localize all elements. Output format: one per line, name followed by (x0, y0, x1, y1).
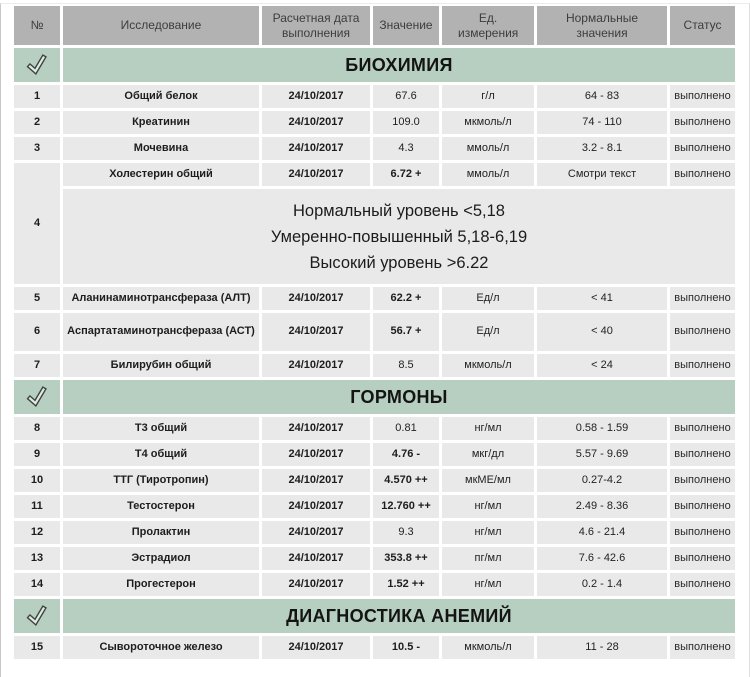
column-header-status: Статус (670, 6, 735, 45)
test-name: Креатинин (63, 111, 259, 134)
status-badge: выполнено (670, 636, 735, 659)
test-unit: Ед/л (442, 287, 534, 310)
table-row (14, 495, 735, 518)
test-unit: нг/мл (442, 417, 534, 440)
status-badge: выполнено (670, 163, 735, 186)
status-badge: выполнено (670, 495, 735, 518)
check-icon (14, 599, 60, 633)
normal-range: 0.27-4.2 (537, 469, 667, 492)
normal-range: 2.49 - 8.36 (537, 495, 667, 518)
column-header-test: Исследование (63, 6, 259, 45)
table-row (14, 443, 735, 466)
test-name: Эстрадиол (63, 547, 259, 570)
normal-range: 11 - 28 (537, 636, 667, 659)
section-title: БИОХИМИЯ (63, 48, 735, 82)
test-name: Мочевина (63, 137, 259, 160)
status-badge: выполнено (670, 111, 735, 134)
table-row (14, 163, 735, 186)
column-header-date: Расчетная дата выполнения (262, 6, 370, 45)
test-unit: г/л (442, 85, 534, 108)
section-title: ДИАГНОСТИКА АНЕМИЙ (63, 599, 735, 633)
table-row (14, 521, 735, 544)
status-badge: выполнено (670, 521, 735, 544)
test-date: 24/10/2017 (262, 495, 370, 518)
row-number: 12 (14, 521, 60, 544)
row-number: 8 (14, 417, 60, 440)
row-number: 11 (14, 495, 60, 518)
test-value: 109.0 (373, 111, 439, 134)
row-number: 6 (14, 313, 60, 351)
status-badge: выполнено (670, 85, 735, 108)
normal-range: < 24 (537, 354, 667, 377)
status-badge: выполнено (670, 573, 735, 596)
test-unit: ммоль/л (442, 137, 534, 160)
test-date: 24/10/2017 (262, 111, 370, 134)
row-number: 1 (14, 85, 60, 108)
status-badge: выполнено (670, 287, 735, 310)
table-row (14, 85, 735, 108)
check-icon (14, 48, 60, 82)
status-badge: выполнено (670, 469, 735, 492)
test-value: 8.5 (373, 354, 439, 377)
row-number: 3 (14, 137, 60, 160)
normal-range: 0.58 - 1.59 (537, 417, 667, 440)
section-row-anemia (14, 599, 735, 633)
status-badge: выполнено (670, 313, 735, 351)
test-unit: нг/мл (442, 573, 534, 596)
table-row (14, 111, 735, 134)
table-row (14, 137, 735, 160)
cholesterol-note (63, 189, 735, 284)
test-date: 24/10/2017 (262, 521, 370, 544)
test-name: ТТГ (Тиротропин) (63, 469, 259, 492)
test-date: 24/10/2017 (262, 85, 370, 108)
row-number: 13 (14, 547, 60, 570)
test-name: Тестостерон (63, 495, 259, 518)
test-value: 56.7 + (373, 313, 439, 351)
table-row (14, 287, 735, 310)
status-badge: выполнено (670, 417, 735, 440)
normal-range: 7.6 - 42.6 (537, 547, 667, 570)
column-header-unit: Ед. измерения (442, 6, 534, 45)
normal-range: 64 - 83 (537, 85, 667, 108)
status-badge: выполнено (670, 547, 735, 570)
test-unit: ммоль/л (442, 163, 534, 186)
table-header (14, 6, 735, 45)
note-line: Высокий уровень >6.22 (309, 253, 489, 272)
test-date: 24/10/2017 (262, 137, 370, 160)
note-row (14, 189, 735, 284)
section-row-hormones (14, 380, 735, 414)
test-unit: мкг/дл (442, 443, 534, 466)
test-value: 62.2 + (373, 287, 439, 310)
row-number: 15 (14, 636, 60, 659)
test-value: 353.8 ++ (373, 547, 439, 570)
note-line: Нормальный уровень <5,18 (292, 201, 505, 220)
normal-range: < 41 (537, 287, 667, 310)
test-name: Общий белок (63, 85, 259, 108)
table-row (14, 417, 735, 440)
column-header-value: Значение (373, 6, 439, 45)
row-number: 7 (14, 354, 60, 377)
row-number: 4 (14, 163, 60, 284)
row-number: 2 (14, 111, 60, 134)
status-badge: выполнено (670, 354, 735, 377)
test-unit: мкмоль/л (442, 111, 534, 134)
test-date: 24/10/2017 (262, 443, 370, 466)
test-value: 67.6 (373, 85, 439, 108)
test-value: 4.3 (373, 137, 439, 160)
test-date: 24/10/2017 (262, 163, 370, 186)
column-header-normal-range: Нормальные значения (537, 6, 667, 45)
test-value: 6.72 + (373, 163, 439, 186)
test-unit: мкМЕ/мл (442, 469, 534, 492)
section-row-biochemistry (14, 48, 735, 82)
row-number: 14 (14, 573, 60, 596)
table-row (14, 636, 735, 659)
column-header-number: № (14, 6, 60, 45)
normal-range: 5.57 - 9.69 (537, 443, 667, 466)
table-row (14, 354, 735, 377)
test-name: Аспартатаминотрансфераза (АСТ) (63, 313, 259, 351)
test-value: 0.81 (373, 417, 439, 440)
section-title: ГОРМОНЫ (63, 380, 735, 414)
test-value: 1.52 ++ (373, 573, 439, 596)
note-line: Умеренно-повышенный 5,18-6,19 (270, 227, 528, 246)
row-number: 10 (14, 469, 60, 492)
test-unit: пг/мл (442, 547, 534, 570)
normal-range: 3.2 - 8.1 (537, 137, 667, 160)
test-value: 4.570 ++ (373, 469, 439, 492)
test-name: Прогестерон (63, 573, 259, 596)
test-value: 9.3 (373, 521, 439, 544)
check-icon (14, 380, 60, 414)
test-name: Билирубин общий (63, 354, 259, 377)
test-date: 24/10/2017 (262, 313, 370, 351)
normal-range: 0.2 - 1.4 (537, 573, 667, 596)
test-unit: Ед/л (442, 313, 534, 351)
test-name: Пролактин (63, 521, 259, 544)
test-name: Аланинаминотрансфераза (АЛТ) (63, 287, 259, 310)
test-date: 24/10/2017 (262, 469, 370, 492)
test-name: Холестерин общий (63, 163, 259, 186)
status-badge: выполнено (670, 137, 735, 160)
table-row (14, 313, 735, 351)
table-row (14, 547, 735, 570)
test-name: Сывороточное железо (63, 636, 259, 659)
row-number: 5 (14, 287, 60, 310)
status-badge: выполнено (670, 443, 735, 466)
test-date: 24/10/2017 (262, 573, 370, 596)
lab-results-table (11, 3, 738, 662)
table-row (14, 469, 735, 492)
test-unit: нг/мл (442, 495, 534, 518)
test-unit: мкмоль/л (442, 636, 534, 659)
normal-range: 74 - 110 (537, 111, 667, 134)
normal-range: Смотри текст (537, 163, 667, 186)
test-value: 4.76 - (373, 443, 439, 466)
normal-range: < 40 (537, 313, 667, 351)
test-value: 10.5 - (373, 636, 439, 659)
test-name: Т4 общий (63, 443, 259, 466)
test-date: 24/10/2017 (262, 636, 370, 659)
test-date: 24/10/2017 (262, 417, 370, 440)
test-name: Т3 общий (63, 417, 259, 440)
table-row (14, 573, 735, 596)
test-date: 24/10/2017 (262, 354, 370, 377)
normal-range: 4.6 - 21.4 (537, 521, 667, 544)
test-date: 24/10/2017 (262, 547, 370, 570)
test-unit: нг/мл (442, 521, 534, 544)
test-date: 24/10/2017 (262, 287, 370, 310)
row-number: 9 (14, 443, 60, 466)
test-value: 12.760 ++ (373, 495, 439, 518)
test-unit: мкмоль/л (442, 354, 534, 377)
